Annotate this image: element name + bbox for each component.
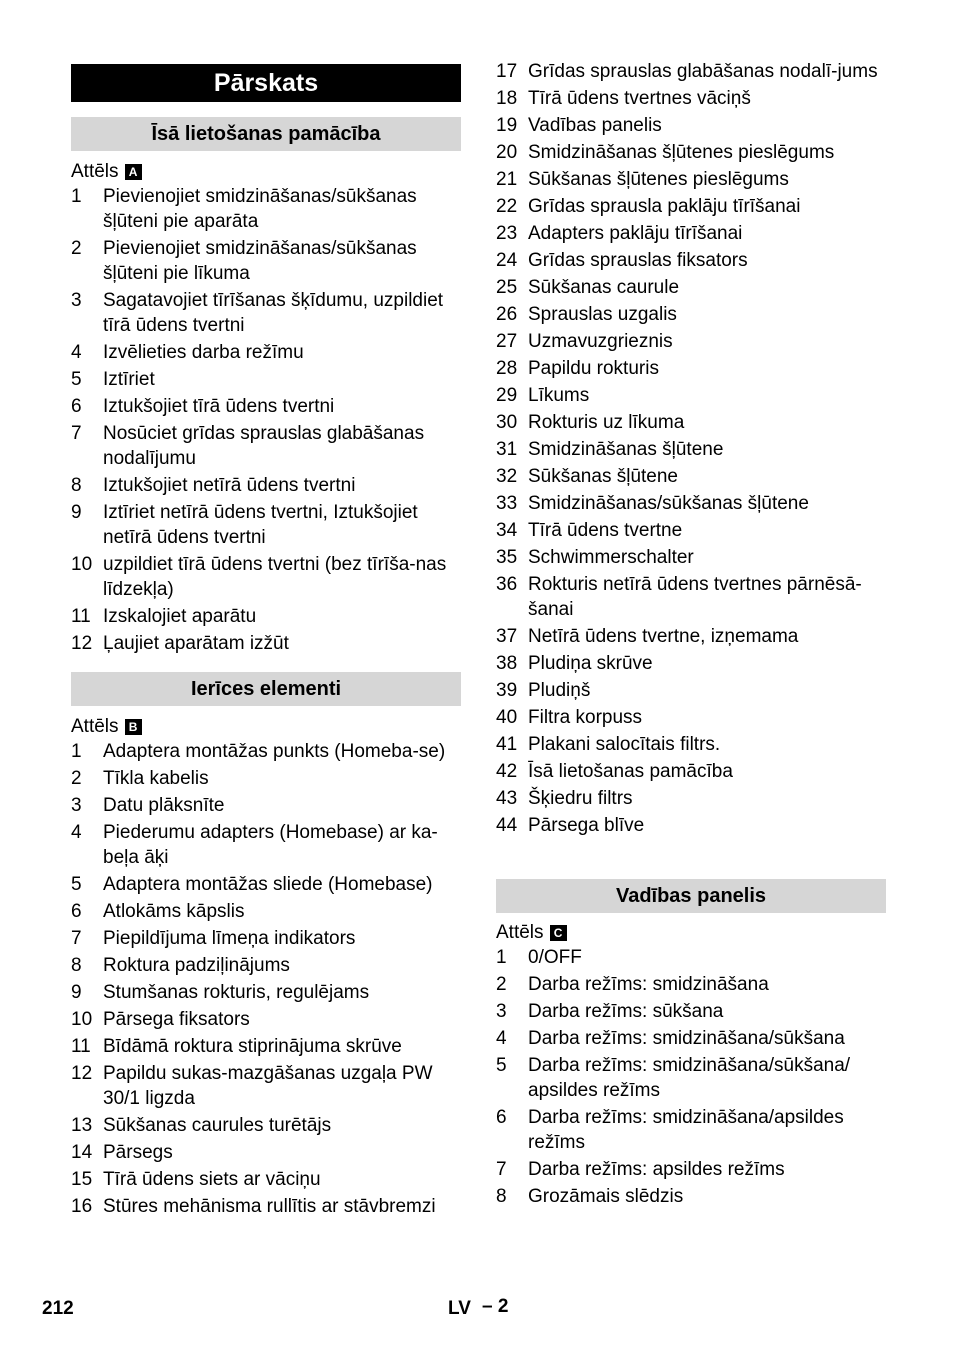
list-item <box>71 288 466 338</box>
list-item-text: Piepildījuma līmeņa indikators <box>103 928 356 949</box>
list-item-number: 19 <box>496 115 518 136</box>
list-item-number: 14 <box>71 1142 93 1163</box>
list-item <box>71 473 466 498</box>
list-item-text: Izskalojiet aparātu <box>103 606 257 627</box>
list-item-number: 41 <box>496 734 518 755</box>
list-item-number: 7 <box>496 1159 507 1180</box>
list-item-number: 30 <box>496 412 518 433</box>
device-elements-list-left <box>71 739 466 1219</box>
list-item <box>496 972 891 997</box>
list-item-number: 25 <box>496 277 518 298</box>
list-item-text: Smidzināšanas šļūtenes pieslēgums <box>528 142 835 163</box>
list-item-text: Iztukšojiet tīrā ūdens tvertni <box>103 396 335 417</box>
list-item-number: 3 <box>71 795 82 816</box>
figure-letter-badge: B <box>125 719 142 735</box>
list-item-number: 16 <box>71 1196 93 1217</box>
list-item-text: Šķiedru filtrs <box>528 788 633 809</box>
list-item-text: Vadības panelis <box>528 115 662 136</box>
list-item-number: 44 <box>496 815 518 836</box>
list-item-text: Darba režīms: smidzināšana <box>528 974 769 995</box>
list-item-number: 6 <box>71 396 82 417</box>
list-item-text: Bīdāmā roktura stiprinājuma skrūve <box>103 1036 402 1057</box>
list-item-text: Pārsegs <box>103 1142 173 1163</box>
list-item-number: 37 <box>496 626 518 647</box>
list-item-number: 3 <box>71 290 82 311</box>
list-item <box>496 86 891 111</box>
list-item-text: Ļaujiet aparātam izžūt <box>103 633 289 654</box>
list-item <box>71 980 466 1005</box>
list-item-text: Adaptera montāžas sliede (Homebase) <box>103 874 433 895</box>
figure-label: Attēls <box>496 922 544 943</box>
list-item-number: 13 <box>71 1115 93 1136</box>
list-item-number: 3 <box>496 1001 507 1022</box>
device-elements-list-right <box>496 59 891 838</box>
list-item-text: Tīrā ūdens tvertne <box>528 520 683 541</box>
list-item <box>71 604 466 629</box>
list-item <box>71 1167 466 1192</box>
list-item-text: Rokturis netīrā ūdens tvertnes pārnēsā-šanai <box>528 574 862 620</box>
list-item <box>71 899 466 924</box>
list-item-text: Tīrā ūdens tvertnes vāciņš <box>528 88 751 109</box>
list-item <box>71 1194 466 1219</box>
list-item <box>496 572 891 622</box>
list-item <box>496 302 891 327</box>
list-item <box>71 739 466 764</box>
list-item-text: Pludiņa skrūve <box>528 653 653 674</box>
list-item <box>496 1053 891 1103</box>
list-item-number: 18 <box>496 88 518 109</box>
list-item <box>71 1007 466 1032</box>
list-item-number: 4 <box>496 1028 507 1049</box>
list-item-number: 6 <box>496 1107 507 1128</box>
page-number: 212 <box>42 1298 74 1319</box>
list-item-number: 26 <box>496 304 518 325</box>
page-title: Pārskats <box>71 64 461 102</box>
list-item-text: Datu plāksnīte <box>103 795 225 816</box>
list-item <box>496 1026 891 1051</box>
list-item-number: 5 <box>71 874 82 895</box>
list-item-text: Darba režīms: smidzināšana/apsildes režīms <box>528 1107 844 1153</box>
section-heading-quick-guide: Īsā lietošanas pamācība <box>71 117 461 151</box>
list-item <box>496 437 891 462</box>
list-item-number: 17 <box>496 61 518 82</box>
list-item <box>496 248 891 273</box>
list-item <box>496 464 891 489</box>
list-item-text: Adaptera montāžas punkts (Homeba-se) <box>103 741 446 762</box>
list-item-number: 2 <box>71 768 82 789</box>
list-item-number: 5 <box>71 369 82 390</box>
section-heading-control-panel: Vadības panelis <box>496 879 886 913</box>
list-item-number: 29 <box>496 385 518 406</box>
language-code: LV <box>448 1298 471 1319</box>
list-item-number: 38 <box>496 653 518 674</box>
list-item-number: 11 <box>71 606 91 627</box>
list-item-text: Tīrā ūdens siets ar vāciņu <box>103 1169 321 1190</box>
list-item-text: Pievienojiet smidzināšanas/sūkšanas šļūteni pie līkuma <box>103 238 417 284</box>
list-item <box>496 167 891 192</box>
list-item-number: 42 <box>496 761 518 782</box>
list-item-number: 2 <box>71 238 82 259</box>
list-item-text: Grozāmais slēdzis <box>528 1186 684 1207</box>
list-item-number: 6 <box>71 901 82 922</box>
list-item-number: 33 <box>496 493 518 514</box>
list-item <box>496 651 891 676</box>
list-item-text: Grīdas sprauslas fiksators <box>528 250 748 271</box>
list-item-number: 39 <box>496 680 518 701</box>
list-item <box>496 786 891 811</box>
list-item-number: 23 <box>496 223 518 244</box>
list-item-text: Papildu sukas-mazgāšanas uzgaļa PW 30/1 ligzda <box>103 1063 433 1109</box>
list-item-text: Smidzināšanas/sūkšanas šļūtene <box>528 493 809 514</box>
list-item <box>496 113 891 138</box>
control-panel-list <box>496 945 891 1209</box>
list-item-text: Piederumu adapters (Homebase) ar ka-beļa āķi <box>103 822 438 868</box>
list-item <box>496 624 891 649</box>
list-item <box>496 1184 891 1209</box>
list-item-number: 12 <box>71 1063 93 1084</box>
list-item-number: 8 <box>496 1186 507 1207</box>
list-item <box>71 631 466 656</box>
list-item <box>71 367 466 392</box>
figure-letter-badge: C <box>550 925 567 941</box>
list-item-text: 0/OFF <box>528 947 582 968</box>
figure-reference-c <box>496 921 567 945</box>
list-item-number: 1 <box>71 741 82 762</box>
list-item <box>71 184 466 234</box>
list-item <box>496 705 891 730</box>
list-item-number: 34 <box>496 520 518 541</box>
list-item-text: Adapters paklāju tīrīšanai <box>528 223 743 244</box>
list-item <box>71 953 466 978</box>
list-item-number: 2 <box>496 974 507 995</box>
list-item <box>496 999 891 1024</box>
list-item <box>496 275 891 300</box>
list-item-text: Grīdas sprausla paklāju tīrīšanai <box>528 196 801 217</box>
list-item-number: 35 <box>496 547 518 568</box>
quick-guide-list <box>71 184 466 656</box>
list-item-text: Roktura padziļinājums <box>103 955 290 976</box>
list-item-text: Schwimmerschalter <box>528 547 694 568</box>
list-item-number: 5 <box>496 1055 507 1076</box>
list-item-number: 24 <box>496 250 518 271</box>
list-item-number: 15 <box>71 1169 93 1190</box>
list-item-text: Sūkšanas caurules turētājs <box>103 1115 332 1136</box>
list-item <box>496 813 891 838</box>
list-item <box>496 491 891 516</box>
list-item-number: 7 <box>71 423 82 444</box>
figure-reference-b <box>71 715 142 739</box>
list-item-number: 8 <box>71 475 82 496</box>
list-item-number: 1 <box>71 186 82 207</box>
list-item-text: Darba režīms: sūkšana <box>528 1001 724 1022</box>
list-item-text: Atlokāms kāpslis <box>103 901 245 922</box>
list-item-text: Sūkšanas šļūtene <box>528 466 678 487</box>
list-item-text: Iztīriet <box>103 369 155 390</box>
list-item-text: Uzmavuzgrieznis <box>528 331 673 352</box>
list-item-number: 10 <box>71 554 93 575</box>
list-item <box>71 1113 466 1138</box>
list-item-text: Filtra korpuss <box>528 707 643 728</box>
list-item-text: Pārsega blīve <box>528 815 645 836</box>
list-item-number: 22 <box>496 196 518 217</box>
list-item-number: 43 <box>496 788 518 809</box>
list-item-text: Stumšanas rokturis, regulējams <box>103 982 370 1003</box>
figure-label: Attēls <box>71 716 119 737</box>
list-item-text: Īsā lietošanas pamācība <box>528 761 733 782</box>
list-item <box>496 732 891 757</box>
list-item-text: Tīkla kabelis <box>103 768 209 789</box>
list-item <box>496 945 891 970</box>
list-item-number: 7 <box>71 928 82 949</box>
list-item <box>71 820 466 870</box>
figure-reference-a <box>71 160 142 184</box>
list-item-number: 31 <box>496 439 518 460</box>
list-item <box>71 926 466 951</box>
list-item <box>71 340 466 365</box>
list-item-text: Stūres mehānisma rullītis ar stāvbremzi <box>103 1196 436 1217</box>
list-item-number: 9 <box>71 982 82 1003</box>
list-item <box>496 194 891 219</box>
list-item <box>496 410 891 435</box>
list-item-text: Darba režīms: apsildes režīms <box>528 1159 785 1180</box>
list-item-text: Rokturis uz līkuma <box>528 412 685 433</box>
list-item-number: 4 <box>71 342 82 363</box>
list-item-text: Nosūciet grīdas sprauslas glabāšanas nodalījumu <box>103 423 425 469</box>
list-item-number: 40 <box>496 707 518 728</box>
list-item-number: 9 <box>71 502 82 523</box>
section-heading-device-elements: Ierīces elementi <box>71 672 461 706</box>
list-item-text: Sprauslas uzgalis <box>528 304 677 325</box>
list-item-number: 10 <box>71 1009 93 1030</box>
list-item <box>71 500 466 550</box>
list-item <box>496 1105 891 1155</box>
list-item <box>71 421 466 471</box>
list-item <box>496 518 891 543</box>
list-item-text: Netīrā ūdens tvertne, izņemama <box>528 626 799 647</box>
list-item-number: 4 <box>71 822 82 843</box>
list-item <box>71 1061 466 1111</box>
sub-page-number: – 2 <box>482 1296 509 1317</box>
list-item-text: Izvēlieties darba režīmu <box>103 342 304 363</box>
list-item-text: Plakani salocītais filtrs. <box>528 734 721 755</box>
list-item-text: Papildu rokturis <box>528 358 659 379</box>
list-item-number: 8 <box>71 955 82 976</box>
list-item <box>496 221 891 246</box>
list-item-number: 32 <box>496 466 518 487</box>
list-item <box>496 329 891 354</box>
list-item-number: 27 <box>496 331 518 352</box>
list-item-text: Smidzināšanas šļūtene <box>528 439 724 460</box>
list-item-number: 12 <box>71 633 93 654</box>
list-item <box>71 1034 466 1059</box>
list-item <box>496 759 891 784</box>
list-item <box>496 140 891 165</box>
list-item-text: Darba režīms: smidzināšana/sūkšana <box>528 1028 845 1049</box>
list-item-text: Grīdas sprauslas glabāšanas nodalī-jums <box>528 61 878 82</box>
list-item-text: Pārsega fiksators <box>103 1009 250 1030</box>
list-item <box>496 59 891 84</box>
list-item <box>496 545 891 570</box>
list-item-number: 11 <box>71 1036 91 1057</box>
list-item <box>71 236 466 286</box>
list-item <box>496 356 891 381</box>
figure-label: Attēls <box>71 161 119 182</box>
list-item-number: 36 <box>496 574 518 595</box>
list-item-text: uzpildiet tīrā ūdens tvertni (bez tīrīša-nas līdzekļa) <box>103 554 447 600</box>
list-item-text: Darba režīms: smidzināšana/sūkšana/ apsildes režīms <box>528 1055 851 1101</box>
list-item-text: Pludiņš <box>528 680 591 701</box>
figure-letter-badge: A <box>125 164 142 180</box>
list-item-text: Pievienojiet smidzināšanas/sūkšanas šļūteni pie aparāta <box>103 186 417 232</box>
list-item-text: Sagatavojiet tīrīšanas šķīdumu, uzpildiet tīrā ūdens tvertni <box>103 290 444 336</box>
list-item <box>71 872 466 897</box>
list-item <box>496 383 891 408</box>
list-item-text: Iztīriet netīrā ūdens tvertni, Iztukšojiet netīrā ūdens tvertni <box>103 502 418 548</box>
list-item-text: Sūkšanas caurule <box>528 277 680 298</box>
list-item-number: 1 <box>496 947 507 968</box>
list-item <box>71 394 466 419</box>
list-item-text: Iztukšojiet netīrā ūdens tvertni <box>103 475 356 496</box>
list-item <box>71 793 466 818</box>
list-item <box>496 678 891 703</box>
list-item <box>496 1157 891 1182</box>
list-item <box>71 552 466 602</box>
list-item <box>71 1140 466 1165</box>
list-item-number: 21 <box>496 169 518 190</box>
list-item-number: 20 <box>496 142 518 163</box>
list-item-text: Sūkšanas šļūtenes pieslēgums <box>528 169 789 190</box>
list-item-text: Līkums <box>528 385 590 406</box>
list-item-number: 28 <box>496 358 518 379</box>
list-item <box>71 766 466 791</box>
